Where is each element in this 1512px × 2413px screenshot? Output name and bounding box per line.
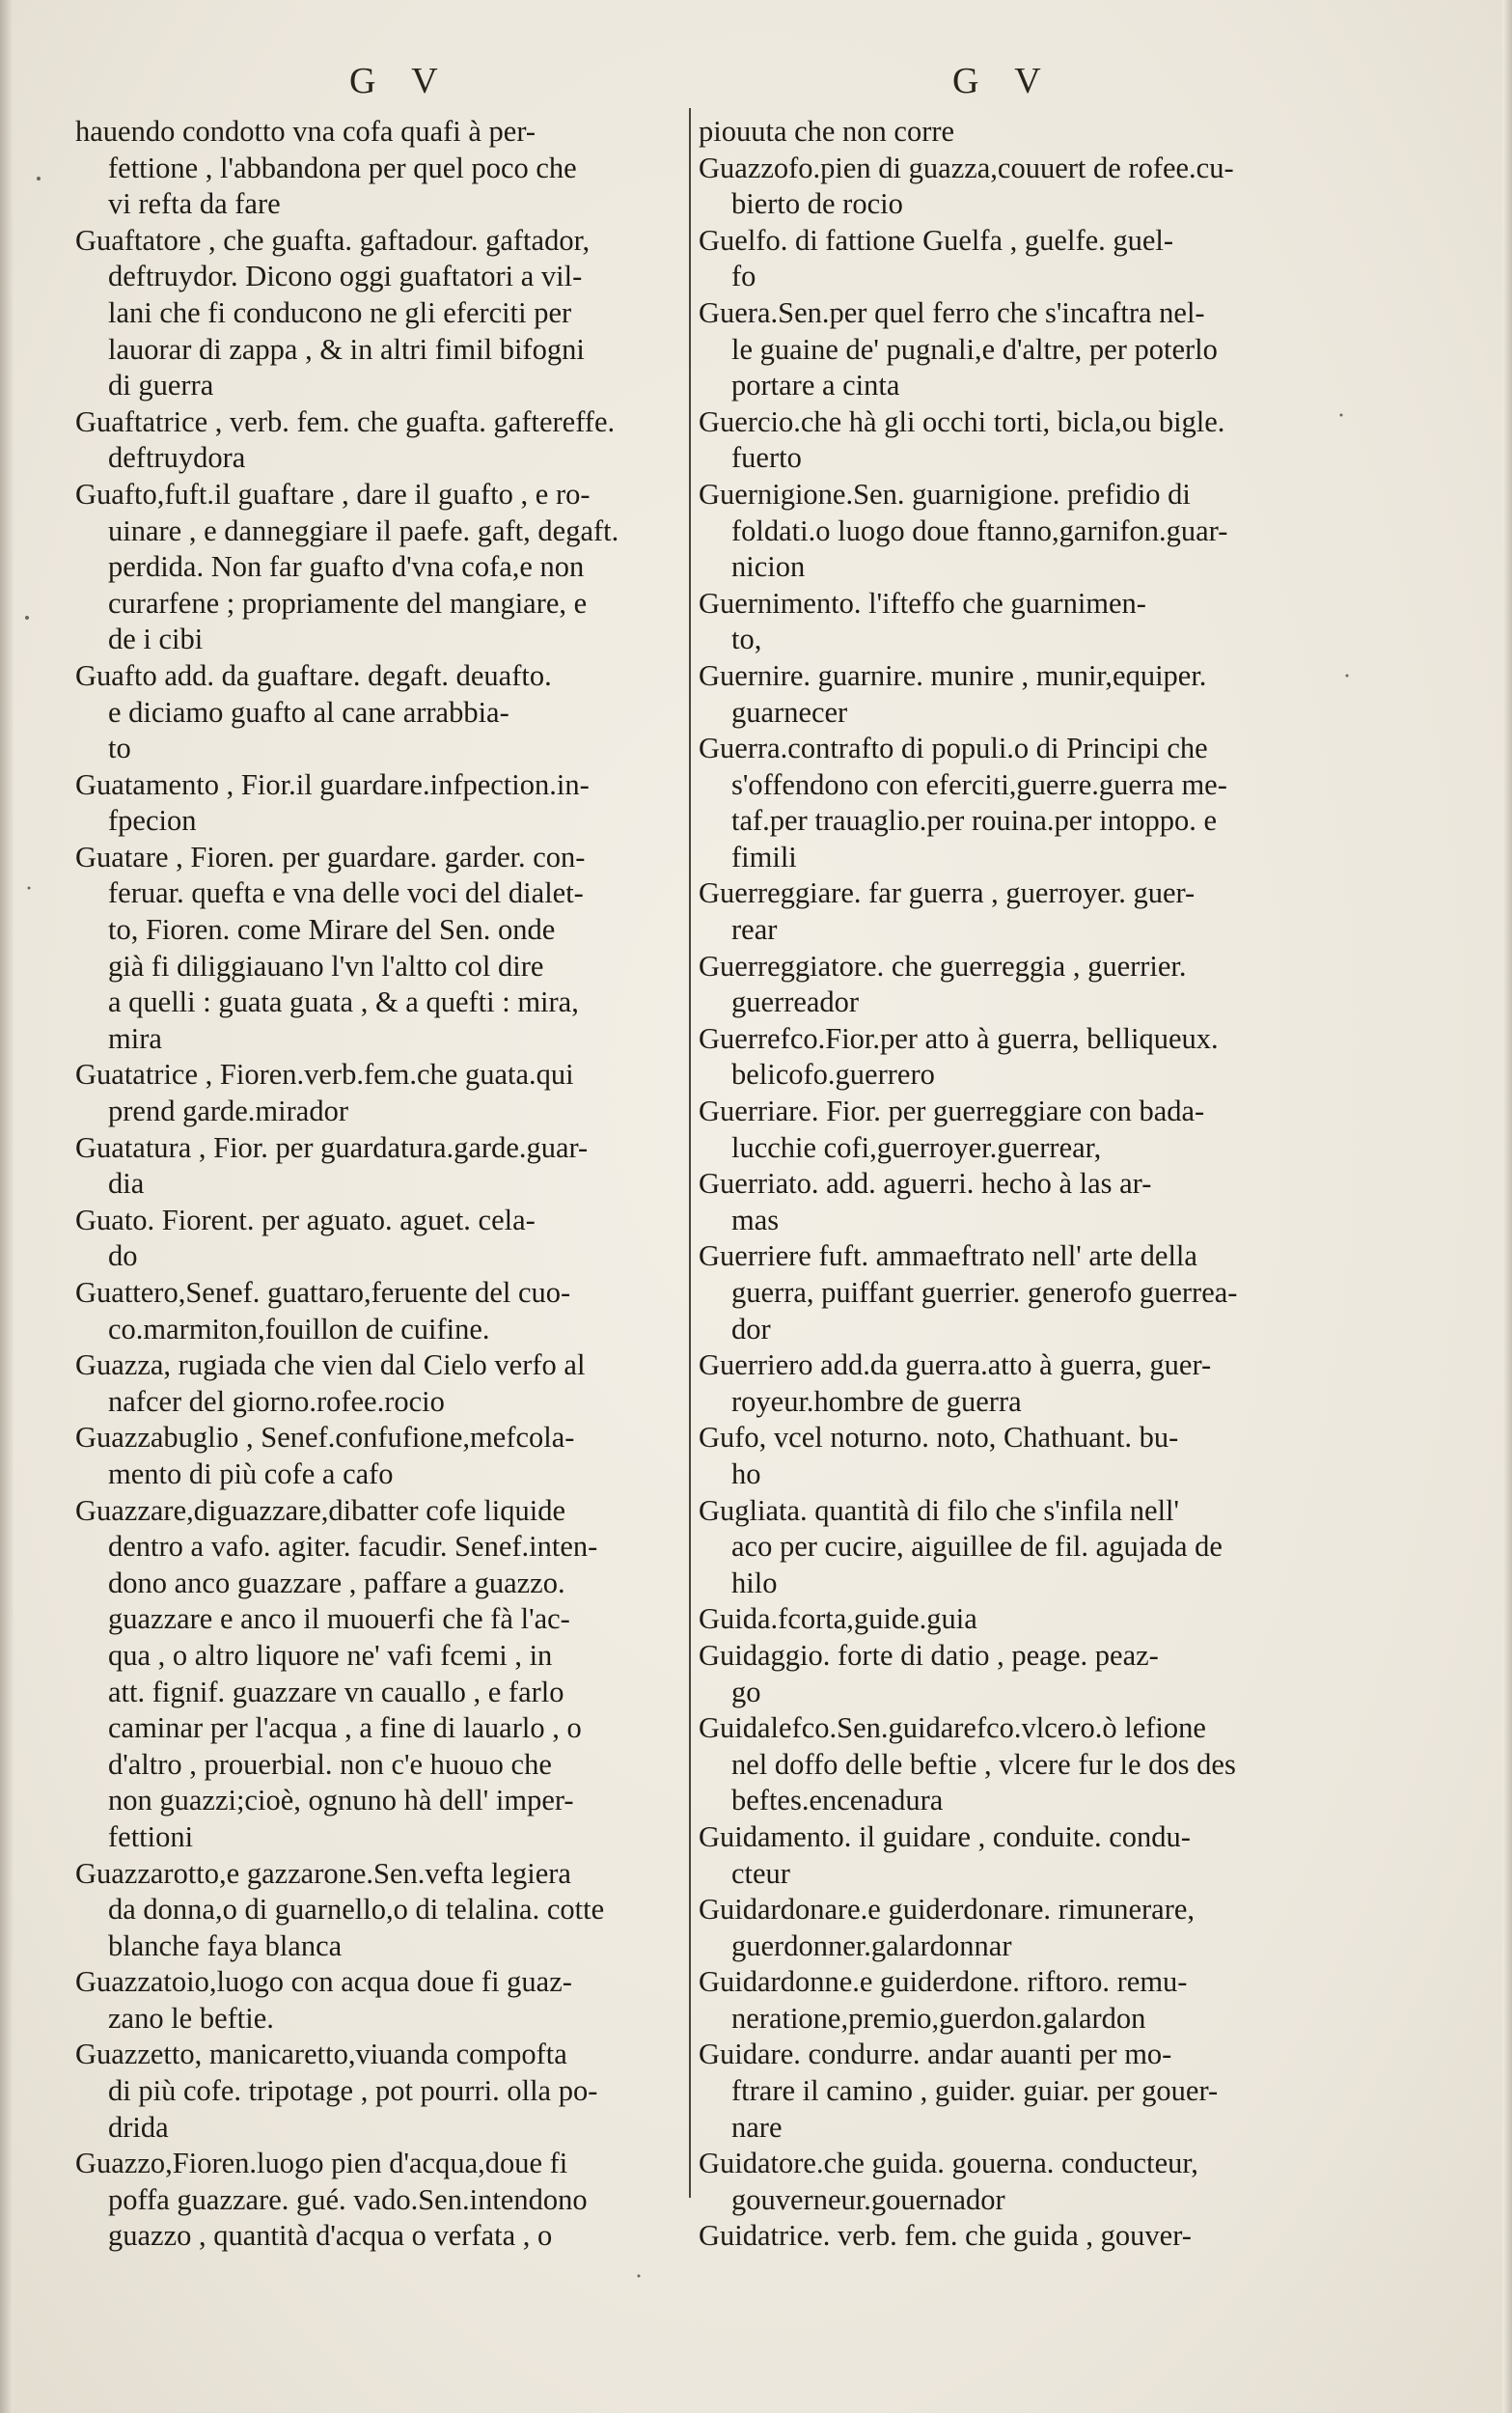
entry-line: zano le beftie. [108, 2001, 274, 2035]
entry-line: Guidatore.che guida. gouerna. conducteur, [699, 2147, 1198, 2180]
entry-line: Guazzetto, manicaretto,viuanda compofta [75, 2038, 567, 2071]
entry-line: Guerreggiare. far guerra , guerroyer. guer- [699, 876, 1196, 910]
entry-line: fo [731, 260, 756, 293]
entry-line: fettione , l'abbandona per quel poco che [108, 151, 577, 184]
entry-line: deftruydora [108, 441, 246, 475]
entry-line: to, [731, 623, 762, 656]
entry-line: Guidardonare.e guiderdonare. rimunerare, [699, 1893, 1196, 1927]
entry-line: uinare , e danneggiare il paefe. gaft, degaft. [108, 513, 619, 547]
entry-line: già fi diliggiauano l'vn l'altto col dire [108, 949, 544, 983]
entry-line: fpecion [108, 804, 197, 838]
entry-line: Guerriare. Fior. per guerreggiare con bada- [699, 1095, 1205, 1128]
entry-line: beftes.encenadura [731, 1784, 944, 1817]
entry-line: nafcer del giorno.rofee.rocio [108, 1384, 445, 1418]
entry-line: guarnecer [731, 695, 848, 729]
entry-line: le guaine de' pugnali,e d'altre, per poterlo [731, 332, 1218, 366]
entry-line: Guidamento. il guidare , conduite. condu- [699, 1819, 1191, 1853]
running-header-left: G V [349, 61, 452, 101]
entry-line: mira [108, 1021, 162, 1055]
entry-line: Guatare , Fioren. per guardare. garder. con- [75, 840, 586, 874]
entry-line: feruar. quefta e vna delle voci del dialet- [108, 876, 584, 910]
entry-line: prend garde.mirador [108, 1095, 348, 1128]
speck [638, 2275, 641, 2278]
entry-line: Guelfo. di fattione Guelfa , guelfe. guel- [699, 223, 1174, 257]
entry-line: Guera.Sen.per quel ferro che s'incaftra nel- [699, 295, 1205, 329]
entry-line: bierto de rocio [731, 187, 903, 221]
entry-line: di più cofe. tripotage , pot pourri. olla po- [108, 2074, 598, 2108]
entry-line: caminar per l'acqua , a fine di lauarlo , o [108, 1711, 582, 1745]
entry-line: hauendo condotto vna cofa quafi à per- [75, 115, 536, 148]
entry-line: d'altro , prouerbial. non c'e huouo che [108, 1747, 552, 1781]
entry-line: Gugliata. quantità di filo che s'infila nell' [699, 1493, 1180, 1527]
entry-line: guerra, puiffant guerrier. generofo guerrea- [731, 1276, 1238, 1309]
entry-line: Guernimento. l'ifteffo che guarnimen- [699, 586, 1146, 620]
entry-line: belicofo.guerrero [731, 1058, 935, 1092]
entry-line: Guidardonne.e guiderdone. riftoro. remu- [699, 1965, 1188, 1999]
entry-line: Guerreggiatore. che guerreggia , guerrier. [699, 949, 1187, 983]
entry-line: s'offendono con eferciti,guerre.guerra me- [731, 767, 1227, 801]
entry-line: co.marmiton,fouillon de cuifine. [108, 1312, 490, 1345]
entry-line: fimili [731, 840, 797, 874]
entry-line: guerreador [731, 985, 860, 1019]
entry-line: deftruydor. Dicono oggi guaftatori a vil- [108, 260, 583, 293]
speck [28, 887, 31, 890]
entry-line: portare a cinta [731, 369, 900, 402]
entry-line: royeur.hombre de guerra [731, 1384, 1022, 1418]
entry-line: fuerto [731, 441, 802, 475]
entry-line: Guidare. condurre. andar auanti per mo- [699, 2038, 1172, 2071]
entry-line: mas [731, 1203, 780, 1236]
entry-line: Guidalefco.Sen.guidarefco.vlcero.ò lefione [699, 1711, 1206, 1745]
entry-line: Guatatura , Fior. per guardatura.garde.guar- [75, 1130, 589, 1164]
entry-line: de i cibi [108, 623, 204, 656]
entry-line: to, Fioren. come Mirare del Sen. onde [108, 913, 556, 947]
entry-line: da donna,o di guarnello,o di telalina. cotte [108, 1893, 605, 1927]
entry-line: vi refta da fare [108, 187, 281, 221]
entry-line: dono anco guazzare , paffare a guazzo. [108, 1566, 565, 1599]
entry-line: foldati.o luogo doue ftanno,garnifon.guar- [731, 513, 1228, 547]
entry-line: curarfene ; propriamente del mangiare, e [108, 586, 588, 620]
speck [25, 616, 29, 620]
entry-line: Guerra.contrafto di populi.o di Principi che [699, 732, 1208, 765]
entry-line: Guazzarotto,e gazzarone.Sen.vefta legiera [75, 1856, 571, 1890]
entry-line: Guerrefco.Fior.per atto à guerra, belliqueux. [699, 1021, 1219, 1055]
entry-line: mento di più cofe a cafo [108, 1456, 394, 1490]
entry-line: Guidatrice. verb. fem. che guida , gouver- [699, 2219, 1192, 2253]
entry-line: qua , o altro liquore ne' vafi fcemi , in [108, 1638, 553, 1672]
entry-line: poffa guazzare. gué. vado.Sen.intendono [108, 2182, 588, 2216]
entry-line: Guerriato. add. aguerri. hecho à las ar- [699, 1167, 1152, 1201]
entry-line: Guaftatore , che guafta. gaftadour. gaftador, [75, 223, 591, 257]
entry-line: rear [731, 913, 778, 947]
entry-line: a quelli : guata guata , & a quefti : mira, [108, 985, 579, 1019]
entry-line: cteur [731, 1856, 790, 1890]
entry-line: piouuta che non corre [699, 115, 955, 148]
entry-line: Guerriero add.da guerra.atto à guerra, guer- [699, 1348, 1212, 1382]
speck [1346, 675, 1349, 678]
entry-line: nicion [731, 550, 806, 584]
entry-line: Guatamento , Fior.il guardare.infpection.in- [75, 767, 590, 801]
entry-line: di guerra [108, 369, 214, 402]
entry-line: go [731, 1675, 761, 1708]
entry-line: Guernire. guarnire. munire , munir,equiper. [699, 658, 1207, 692]
entry-line: Guazzatoio,luogo con acqua doue fi guaz- [75, 1965, 572, 1999]
entry-line: guazzare e anco il muouerfi che fà l'ac- [108, 1602, 570, 1636]
entry-line: ftrare il camino , guider. guiar. per gouer- [731, 2074, 1219, 2108]
entry-line: att. fignif. guazzare vn cauallo , e farlo [108, 1675, 564, 1708]
entry-line: perdida. Non far guafto d'vna cofa,e non [108, 550, 585, 584]
entry-line: nare [731, 2110, 783, 2144]
entry-line: Guaftatrice , verb. fem. che guafta. gaftereffe. [75, 404, 616, 438]
entry-line: dor [731, 1312, 771, 1345]
speck [37, 177, 41, 180]
entry-line: gouverneur.gouernador [731, 2182, 1005, 2216]
entry-line: Guato. Fiorent. per aguato. aguet. cela- [75, 1203, 536, 1236]
entry-line: fettioni [108, 1819, 194, 1853]
entry-line: Guida.fcorta,guide.guia [699, 1602, 977, 1636]
running-header-right: G V [952, 61, 1055, 101]
entry-line: Guazzabuglio , Senef.confufione,mefcola- [75, 1421, 575, 1455]
entry-line: Guafto add. da guaftare. degaft. deuafto. [75, 658, 552, 692]
entry-line: hilo [731, 1566, 778, 1599]
entry-line: non guazzi;cioè, ognuno hà dell' imper- [108, 1784, 574, 1817]
entry-line: guerdonner.galardonnar [731, 1928, 1012, 1962]
entry-line: dia [108, 1167, 145, 1201]
entry-line: aco per cucire, aiguillee de fil. agujada de [731, 1530, 1223, 1564]
entry-line: nel doffo delle beftie , vlcere fur le dos des [731, 1747, 1236, 1781]
entry-line: neratione,premio,guerdon.galardon [731, 2001, 1146, 2035]
entry-line: guazzo , quantità d'acqua o verfata , o [108, 2219, 553, 2253]
entry-line: blanche faya blanca [108, 1928, 343, 1962]
speck [1340, 414, 1343, 417]
entry-line: Guazza, rugiada che vien dal Cielo verfo al [75, 1348, 586, 1382]
entry-line: drida [108, 2110, 169, 2144]
entry-line: Guernigione.Sen. guarnigione. prefidio di [699, 477, 1191, 511]
entry-line: Guidaggio. forte di datio , peage. peaz- [699, 1638, 1159, 1672]
entry-line: Guercio.che hà gli occhi torti, bicla,ou bigle. [699, 404, 1225, 438]
entry-line: lauorar di zappa , & in altri fimil bifogni [108, 332, 585, 366]
entry-line: lucchie cofi,guerroyer.guerrear, [731, 1130, 1102, 1164]
entry-line: Gufo, vcel noturno. noto, Chathuant. bu- [699, 1421, 1179, 1455]
entry-line: Guafto,fuft.il guaftare , dare il guafto , e ro- [75, 477, 591, 511]
entry-line: dentro a vafo. agiter. facudir. Senef.inten- [108, 1530, 598, 1564]
entry-line: Guattero,Senef. guattaro,feruente del cuo- [75, 1276, 571, 1309]
entry-line: Guatatrice , Fioren.verb.fem.che guata.qui [75, 1058, 574, 1092]
entry-line: ho [731, 1456, 761, 1490]
entry-line: Guazzo,Fioren.luogo pien d'acqua,doue fi [75, 2147, 568, 2180]
entry-line: Guazzare,diguazzare,dibatter cofe liquide [75, 1493, 566, 1527]
entry-line: do [108, 1239, 138, 1273]
entry-line: lani che fi conducono ne gli eferciti per [108, 295, 572, 329]
entry-line: e diciamo guafto al cane arrabbia- [108, 695, 509, 729]
entry-line: taf.per trauaglio.per rouina.per intoppo. e [731, 804, 1218, 838]
entry-line: Guazzofo.pien di guazza,couuert de rofee.cu- [699, 151, 1234, 184]
entry-line: Guerriere fuft. ammaeftrato nell' arte della [699, 1239, 1197, 1273]
entry-line: to [108, 732, 131, 765]
